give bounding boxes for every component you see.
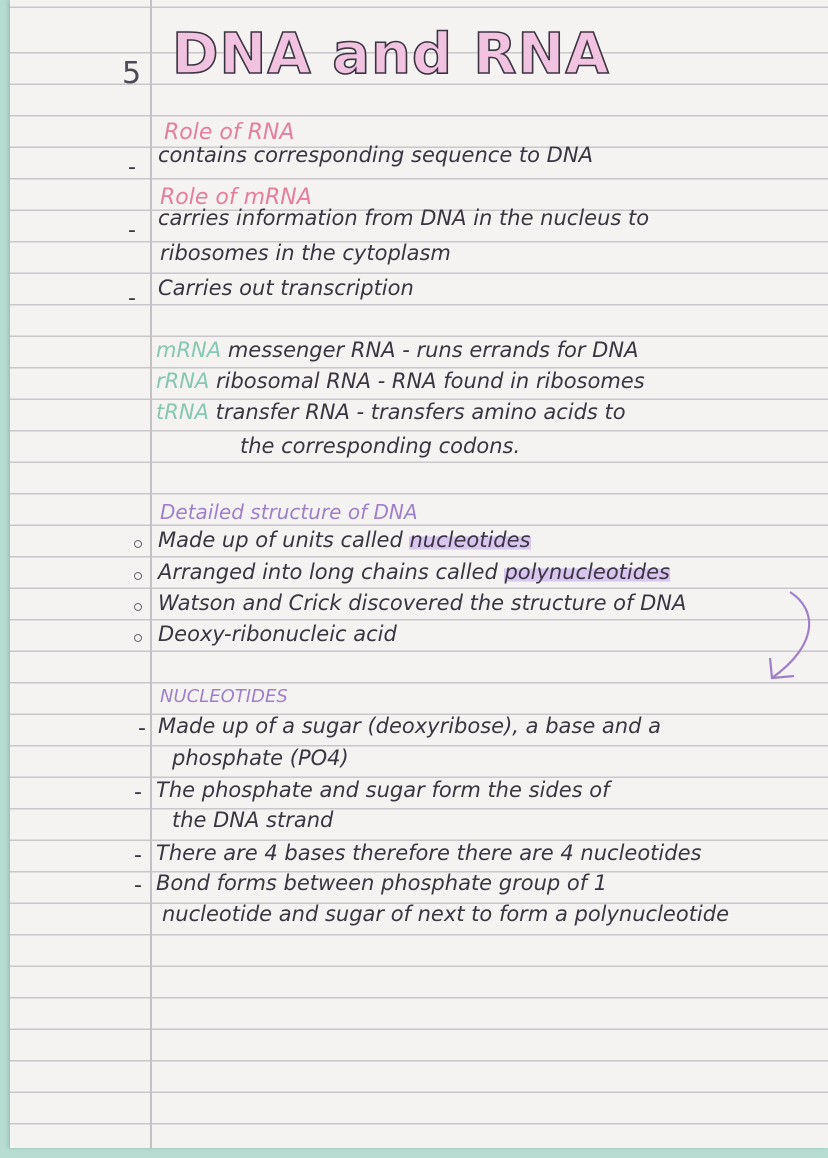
- dash-marker: -: [138, 716, 146, 741]
- dna-structure-bullet: [158, 560, 670, 584]
- nucleotides-line: the DNA strand: [172, 808, 334, 832]
- rna-type-text: messenger RNA - runs errands for DNA: [227, 338, 639, 362]
- dash-marker: -: [134, 843, 142, 868]
- dash-marker: -: [134, 780, 142, 805]
- rna-type-row: [156, 338, 638, 362]
- rna-type-row: [156, 369, 645, 393]
- nucleotides-line: nucleotide and sugar of next to form a polynucleotide: [162, 902, 730, 926]
- nucleotides-line: Made up of a sugar (deoxyribose), a base and a: [158, 714, 661, 738]
- rna-type-row: [156, 400, 626, 424]
- rna-type-abbr: mRNA: [156, 338, 222, 362]
- dna-structure-bullet: [158, 591, 686, 615]
- margin-line: [150, 0, 152, 1148]
- curved-arrow-icon: [760, 590, 820, 690]
- role-mrna-point: carries information from DNA in the nucleus to: [158, 206, 650, 230]
- bullet-circle: [134, 540, 142, 548]
- nucleotides-line: phosphate (PO4): [172, 746, 349, 770]
- role-rna-heading: Role of RNA: [164, 120, 295, 145]
- bullet-circle: [134, 634, 142, 642]
- role-mrna-point: Carries out transcription: [158, 276, 414, 300]
- nucleotides-line: Bond forms between phosphate group of 1: [156, 871, 608, 895]
- bullet-text: Made up of units called: [158, 528, 410, 552]
- rna-type-text: transfer RNA - transfers amino acids to: [215, 400, 626, 424]
- bullet-circle: [134, 603, 142, 611]
- rna-type-abbr: tRNA: [156, 400, 209, 424]
- highlighted-term: nucleotides: [409, 528, 531, 552]
- dash-marker: -: [128, 286, 136, 311]
- role-mrna-point: ribosomes in the cytoplasm: [160, 241, 451, 265]
- bullet-text: Arranged into long chains called: [158, 560, 505, 584]
- role-mrna-heading: Role of mRNA: [160, 185, 312, 210]
- page-number: 5: [122, 56, 142, 91]
- role-rna-point: contains corresponding sequence to DNA: [158, 143, 593, 167]
- rna-type-abbr: rRNA: [156, 369, 210, 393]
- bullet-circle: [134, 572, 142, 580]
- dash-marker: -: [128, 218, 136, 243]
- bullet-text: Deoxy-ribonucleic acid: [158, 622, 397, 646]
- rna-type-text: ribosomal RNA - RNA found in ribosomes: [216, 369, 645, 393]
- notebook-page: [10, 0, 828, 1148]
- nucleotides-line: There are 4 bases therefore there are 4 nucleotides: [156, 841, 702, 865]
- nucleotides-heading: NUCLEOTIDES: [160, 686, 288, 707]
- dna-structure-bullet: [158, 528, 531, 552]
- nucleotides-line: The phosphate and sugar form the sides of: [156, 778, 610, 802]
- dna-structure-heading: Detailed structure of DNA: [160, 500, 418, 524]
- bullet-text: Watson and Crick discovered the structure of DNA: [158, 591, 687, 615]
- highlighted-term: polynucleotides: [504, 560, 670, 584]
- rna-type-continuation: the corresponding codons.: [240, 434, 521, 458]
- page-title: DNA and RNA: [172, 22, 610, 87]
- dash-marker: -: [134, 873, 142, 898]
- dash-marker: -: [128, 155, 136, 180]
- dna-structure-bullet: [158, 622, 397, 646]
